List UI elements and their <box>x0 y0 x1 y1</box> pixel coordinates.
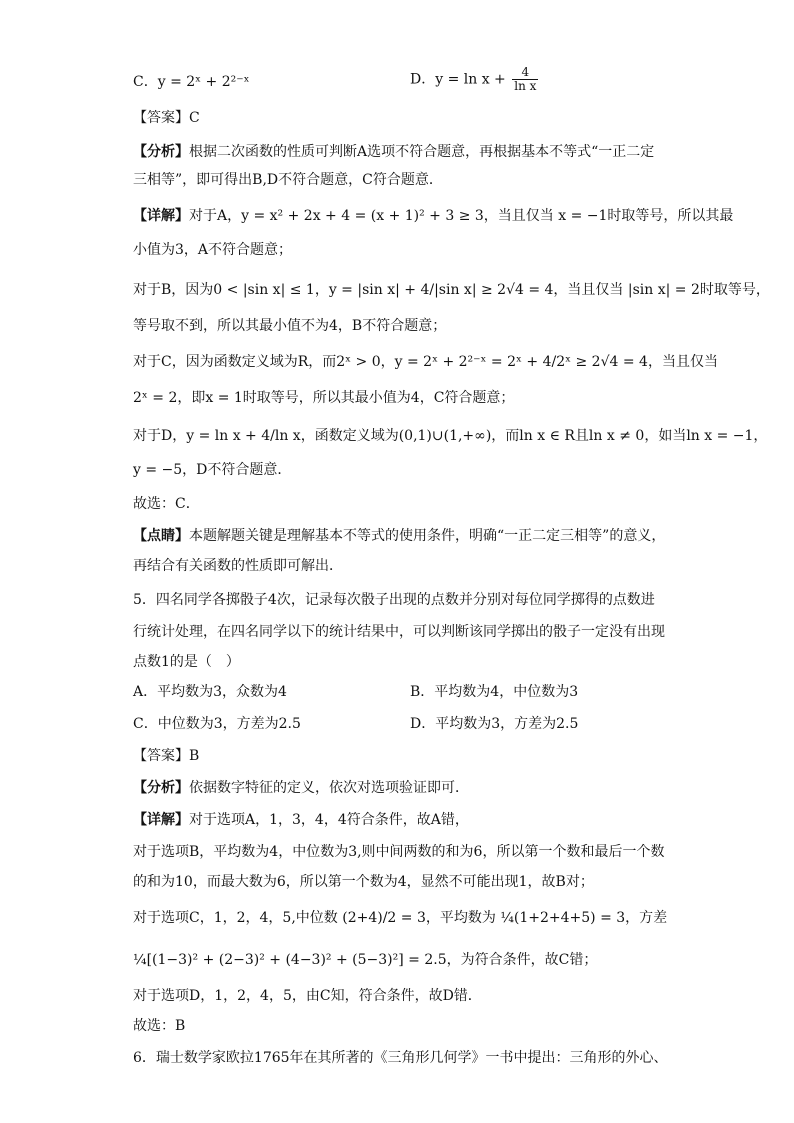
q4-answer: 【答案】C <box>133 110 200 126</box>
q5-detail-line-4: 对于选项C，1，2，4，5,中位数 (2+4)/2 = 3，平均数为 ¼(1+2+4+5) = 3，方差 <box>133 910 668 926</box>
q5-option-d: D．平均数为3，方差为2.5 <box>410 716 579 732</box>
q4-option-d-fraction <box>512 66 538 93</box>
q5-detail-line-5: ¼[(1−3)² + (2−3)² + (4−3)² + (5−3)²] = 2.5，为符合条件，故C错； <box>133 952 598 968</box>
q5-option-a: A．平均数为3，众数为4 <box>133 684 287 700</box>
q4-option-c: C．y = 2ˣ + 2²⁻ˣ <box>133 74 250 90</box>
q5-detail-line-6: 对于选项D，1，2，4，5，由C知，符合条件，故D错． <box>133 988 482 1004</box>
q5-stem-line-3: 点数1的是（ ） <box>133 654 240 670</box>
q4-remark-line-1 <box>133 526 665 546</box>
fraction-denominator: ln x <box>514 79 537 93</box>
q5-detail-line-2: 对于选项B，平均数为4，中位数为3,则中间两数的和为6，所以第一个数和最后一个数 <box>133 844 665 860</box>
q4-analysis-line-2: 三相等”，即可得出B,D不符合题意，C符合题意． <box>133 172 443 188</box>
fraction-numerator: 4 <box>512 66 538 80</box>
q4-detail-line-4: 等号取不到，所以其最小值不为4，B不符合题意； <box>133 318 447 334</box>
q5-detail-line-1 <box>133 810 469 830</box>
detail-tag: 【详解】 <box>133 812 189 828</box>
detail-text: 对于选项A，1，3，4，4符合条件，故A错， <box>189 812 469 828</box>
q5-stem-line-2: 行统计处理，在四名同学以下的统计结果中，可以判断该同学掷出的骰子一定没有出现 <box>133 624 665 640</box>
q5-analysis <box>133 778 469 798</box>
analysis-text: 依据数字特征的定义，依次对选项验证即可． <box>189 780 469 796</box>
q6-stem-line-1: 6．瑞士数学家欧拉1765年在其所著的《三角形几何学》一书中提出：三角形的外心、 <box>133 1050 668 1066</box>
detail-text: 对于A，y = x² + 2x + 4 = (x + 1)² + 3 ≥ 3，当且仅当 x = −1时取等号，所以其最 <box>189 208 734 224</box>
detail-tag: 【详解】 <box>133 208 189 224</box>
q4-detail-line-8: y = −5，D不符合题意． <box>133 462 292 478</box>
q4-detail-line-5: 对于C，因为函数定义域为R，而2ˣ > 0，y = 2ˣ + 2²⁻ˣ = 2ˣ + 4/2ˣ ≥ 2√4 = 4，当且仅当 <box>133 354 718 370</box>
q4-detail-line-6: 2ˣ = 2，即x = 1时取等号，所以其最小值为4，C符合题意； <box>133 390 515 406</box>
q4-detail-line-1 <box>133 206 733 226</box>
analysis-tag: 【分析】 <box>133 144 189 160</box>
q5-choose: 故选：B <box>133 1018 186 1034</box>
q5-detail-line-3: 的和为10，而最大数为6，所以第一个数为4，显然不可能出现1，故B对； <box>133 874 594 890</box>
q4-option-d <box>410 66 540 93</box>
q4-detail-line-7: 对于D，y = ln x + 4/ln x，函数定义域为(0,1)∪(1,+∞)，而ln x ∈ R且ln x ≠ 0，如当ln x = −1， <box>133 428 768 444</box>
q4-detail-line-3: 对于B，因为0 < |sin x| ≤ 1，y = |sin x| + 4/|sin x| ≥ 2√4 = 4，当且仅当 |sin x| = 2时取等号， <box>133 282 770 298</box>
q5-stem-line-1: 5．四名同学各掷骰子4次，记录每次骰子出现的点数并分别对每位同学掷得的点数进 <box>133 592 655 608</box>
analysis-text: 根据二次函数的性质可判断A选项不符合题意，再根据基本不等式“一正二定 <box>189 144 655 160</box>
q4-option-d-prefix: D．y = ln x + <box>410 71 506 88</box>
q5-option-c: C．中位数为3，方差为2.5 <box>133 716 301 732</box>
q5-option-b: B．平均数为4，中位数为3 <box>410 684 579 700</box>
q5-answer: 【答案】B <box>133 748 200 764</box>
q4-choose: 故选：C． <box>133 496 200 512</box>
remark-text: 本题解题关键是理解基本不等式的使用条件，明确“一正二定三相等”的意义， <box>189 528 666 544</box>
analysis-tag: 【分析】 <box>133 780 189 796</box>
remark-tag: 【点睛】 <box>133 528 189 544</box>
q4-detail-line-2: 小值为3，A不符合题意； <box>133 242 293 258</box>
q4-remark-line-2: 再结合有关函数的性质即可解出． <box>133 558 343 574</box>
q4-analysis-line-1 <box>133 142 654 162</box>
